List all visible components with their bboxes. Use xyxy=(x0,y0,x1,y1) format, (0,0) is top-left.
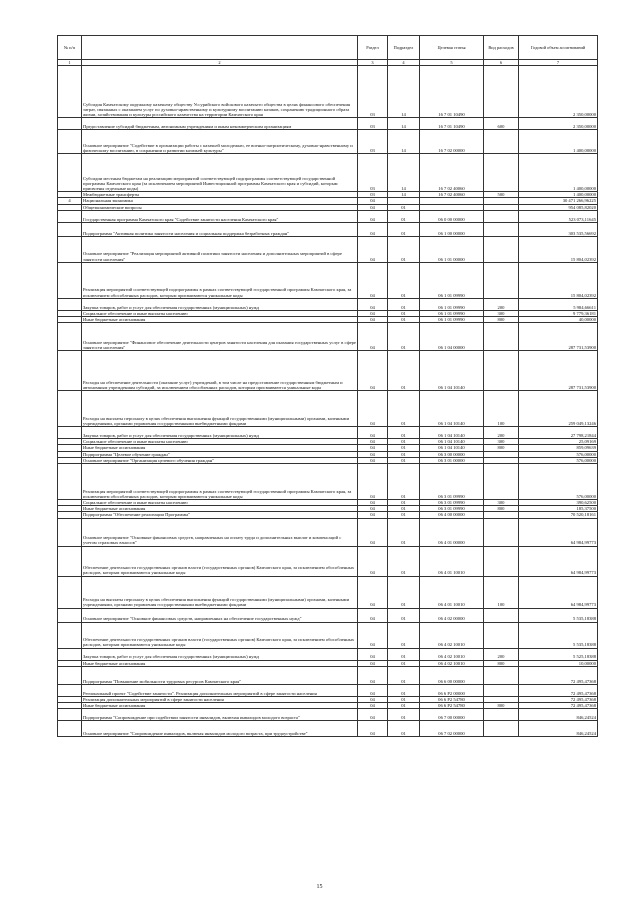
row-name: Социальное обеспечение и иные выплаты населению xyxy=(82,439,358,445)
row-target-code: 16 7 02 40060 xyxy=(420,192,484,198)
row-amount: 70 520,18161 xyxy=(519,512,598,518)
row-expense-type xyxy=(484,323,519,351)
row-podrazdel: 01 xyxy=(388,464,420,500)
row-razdel: 04 xyxy=(358,546,388,576)
header-vid: Вид расходов xyxy=(484,36,519,60)
row-target-code: 06 1 04 10140 xyxy=(420,445,484,451)
row-name: Основное мероприятие "Реализация мероприятий активной политики занятости населения и дополнительных мероприятий в сфере занятости населения" xyxy=(82,236,358,262)
row-number xyxy=(58,391,82,427)
row-razdel: 03 xyxy=(358,192,388,198)
row-razdel: 04 xyxy=(358,298,388,310)
row-name: Основное мероприятие "Финансовое обеспечение деятельности центров занятости населения для оказания государственных услуг в сфере занятости населения" xyxy=(82,323,358,351)
row-amount: 846,24524 xyxy=(519,709,598,721)
table-row xyxy=(58,709,598,721)
row-razdel: 04 xyxy=(358,317,388,323)
row-razdel: 04 xyxy=(358,204,388,210)
row-target-code: 06 1 04 10140 xyxy=(420,351,484,391)
row-number xyxy=(58,222,82,236)
row-podrazdel: 01 xyxy=(388,439,420,445)
row-target-code: 06 4 01 00000 xyxy=(420,518,484,546)
row-amount: 72 495,47368 xyxy=(519,696,598,702)
row-target-code: 06 4 02 00000 xyxy=(420,608,484,622)
row-razdel: 03 xyxy=(358,130,388,154)
row-target-code: 06 0 00 00000 xyxy=(420,210,484,222)
table-row xyxy=(58,622,598,648)
budget-table xyxy=(57,35,598,737)
row-expense-type: 800 xyxy=(484,317,519,323)
row-name: Основное мероприятие "Организация целевого обучения граждан" xyxy=(82,457,358,463)
table-row xyxy=(58,518,598,546)
table-row xyxy=(58,298,598,310)
row-number xyxy=(58,721,82,737)
page-number: 15 xyxy=(316,884,323,890)
row-name: Субсидии местным бюджетам на реализацию мероприятий соответствующей подпрограммы соответствующей государственной программы Камчатского края (за исключением мероприятий Инвестиционной программы Камчатского края и субсидий, которым присвоены отдельные коды) xyxy=(82,154,358,192)
table-row xyxy=(58,236,598,262)
row-podrazdel: 01 xyxy=(388,323,420,351)
row-number xyxy=(58,262,82,298)
row-razdel: 04 xyxy=(358,648,388,660)
table-row xyxy=(58,684,598,696)
row-podrazdel: 01 xyxy=(388,317,420,323)
row-number xyxy=(58,118,82,130)
row-podrazdel: 01 xyxy=(388,721,420,737)
row-expense-type xyxy=(484,262,519,298)
row-podrazdel: 01 xyxy=(388,457,420,463)
row-amount: 1 400,00000 xyxy=(519,154,598,192)
row-number xyxy=(58,464,82,500)
row-podrazdel: 14 xyxy=(388,130,420,154)
row-name: Социальное обеспечение и иные выплаты населению xyxy=(82,310,358,316)
row-expense-type xyxy=(484,66,519,118)
row-name: Закупка товаров, работ и услуг для обеспечения государственных (муниципальных) нужд xyxy=(82,427,358,439)
row-target-code: 06 4 01 10010 xyxy=(420,576,484,608)
row-expense-type: 300 xyxy=(484,310,519,316)
table-row xyxy=(58,721,598,737)
row-expense-type xyxy=(484,351,519,391)
row-amount: 9 779,36181 xyxy=(519,310,598,316)
row-podrazdel: 01 xyxy=(388,660,420,666)
row-amount: 30 471 266,96225 xyxy=(519,198,598,204)
row-name: Общеэкономические вопросы xyxy=(82,204,358,210)
row-amount: 64 984,99773 xyxy=(519,576,598,608)
row-name: Межбюджетные трансферты xyxy=(82,192,358,198)
row-target-code: 06 1 01 00000 xyxy=(420,236,484,262)
table-row xyxy=(58,210,598,222)
row-podrazdel: 01 xyxy=(388,222,420,236)
table-row xyxy=(58,666,598,684)
row-razdel: 04 xyxy=(358,660,388,666)
row-name: Подпрограмма "Активная политика занятости населения и социальная поддержка безработных граждан" xyxy=(82,222,358,236)
row-number xyxy=(58,66,82,118)
row-name: Основное мероприятие "Основные финансовых средств, направленных на оплату труда и дополнительных выплат и компенсаций с учетом страховых взносов" xyxy=(82,518,358,546)
row-podrazdel: 01 xyxy=(388,576,420,608)
row-amount: 40,00000 xyxy=(519,317,598,323)
row-target-code: 06 4 02 10010 xyxy=(420,648,484,660)
row-target-code: 06 6 P2 00000 xyxy=(420,684,484,696)
row-podrazdel: 01 xyxy=(388,210,420,222)
row-razdel: 04 xyxy=(358,622,388,648)
row-podrazdel: 01 xyxy=(388,298,420,310)
row-name: Иные бюджетные ассигнования xyxy=(82,703,358,709)
row-razdel: 04 xyxy=(358,518,388,546)
header-razdel: Раздел xyxy=(358,36,388,60)
row-amount: 10,00000 xyxy=(519,660,598,666)
row-number xyxy=(58,684,82,696)
row-amount: 25,09169 xyxy=(519,439,598,445)
table-row xyxy=(58,648,598,660)
table-row xyxy=(58,222,598,236)
row-razdel: 04 xyxy=(358,222,388,236)
row-target-code: 06 1 01 09990 xyxy=(420,310,484,316)
row-razdel: 04 xyxy=(358,684,388,696)
row-expense-type xyxy=(484,154,519,192)
row-target-code: 06 3 01 09990 xyxy=(420,506,484,512)
row-expense-type: 300 xyxy=(484,439,519,445)
column-number: 4 xyxy=(388,60,420,66)
table-row xyxy=(58,118,598,130)
table-row xyxy=(58,391,598,427)
row-target-code: 06 1 04 00000 xyxy=(420,323,484,351)
table-row xyxy=(58,351,598,391)
row-name: Подпрограмма "Сопровождение при содействии занятости инвалидов, включая инвалидов молодого возраста" xyxy=(82,709,358,721)
row-razdel: 04 xyxy=(358,500,388,506)
row-expense-type xyxy=(484,608,519,622)
row-target-code: 06 6 00 00000 xyxy=(420,666,484,684)
header-podrazdel: Подраздел xyxy=(388,36,420,60)
row-number xyxy=(58,576,82,608)
row-name: Основное мероприятие "Сопровождение инвалидов, включая инвалидов молодого возраста, при трудоустройстве" xyxy=(82,721,358,737)
column-number: 2 xyxy=(82,60,358,66)
row-podrazdel: 01 xyxy=(388,351,420,391)
row-razdel: 04 xyxy=(358,696,388,702)
row-expense-type: 800 xyxy=(484,703,519,709)
row-expense-type: 200 xyxy=(484,427,519,439)
row-number xyxy=(58,666,82,684)
row-name: Реализация мероприятий соответствующей подпрограммы в рамках соответствующей государственной программы Камчатского края, за исключением обособленных расходов, которым присваиваются уникальные коды xyxy=(82,262,358,298)
row-amount: 185,37500 xyxy=(519,506,598,512)
row-number xyxy=(58,648,82,660)
row-number xyxy=(58,130,82,154)
row-razdel: 04 xyxy=(358,506,388,512)
row-number xyxy=(58,622,82,648)
row-podrazdel: 01 xyxy=(388,696,420,702)
row-number xyxy=(58,298,82,310)
row-name: Закупка товаров, работ и услуг для обеспечения государственных (муниципальных) нужд xyxy=(82,298,358,310)
row-target-code: 06 4 02 10010 xyxy=(420,622,484,648)
row-razdel: 04 xyxy=(358,236,388,262)
row-expense-type: 300 xyxy=(484,500,519,506)
column-number: 7 xyxy=(519,60,598,66)
row-amount: 72 495,47368 xyxy=(519,703,598,709)
table-row xyxy=(58,464,598,500)
row-target-code: 16 7 02 40060 xyxy=(420,154,484,192)
row-expense-type xyxy=(484,222,519,236)
row-razdel: 04 xyxy=(358,464,388,500)
table-row xyxy=(58,262,598,298)
row-podrazdel: 01 xyxy=(388,709,420,721)
row-number xyxy=(58,351,82,391)
row-name: Региональный проект "Содействие занятости". Реализация дополнительных мероприятий в сфере занятости населения xyxy=(82,684,358,696)
row-podrazdel: 14 xyxy=(388,154,420,192)
row-podrazdel: 01 xyxy=(388,445,420,451)
row-amount: 390,62500 xyxy=(519,500,598,506)
row-podrazdel: 01 xyxy=(388,506,420,512)
row-podrazdel: 01 xyxy=(388,648,420,660)
row-podrazdel: 14 xyxy=(388,192,420,198)
table-row xyxy=(58,576,598,608)
row-podrazdel: 01 xyxy=(388,204,420,210)
row-podrazdel: 01 xyxy=(388,512,420,518)
row-amount: 287 731,53900 xyxy=(519,351,598,391)
row-target-code: 06 1 04 10140 xyxy=(420,439,484,445)
row-expense-type xyxy=(484,236,519,262)
row-podrazdel: 01 xyxy=(388,546,420,576)
row-target-code: 06 3 01 09990 xyxy=(420,464,484,500)
row-podrazdel: 01 xyxy=(388,236,420,262)
row-razdel: 03 xyxy=(358,154,388,192)
row-podrazdel: 01 xyxy=(388,310,420,316)
row-razdel: 04 xyxy=(358,721,388,737)
row-target-code: 16 7 01 10490 xyxy=(420,66,484,118)
row-target-code: 06 1 01 09990 xyxy=(420,298,484,310)
row-expense-type xyxy=(484,709,519,721)
table-row xyxy=(58,546,598,576)
row-name: Подпрограмма "Повышение мобильности трудовых ресурсов Камчатского края" xyxy=(82,666,358,684)
row-razdel: 04 xyxy=(358,451,388,457)
row-amount: 1 400,00000 xyxy=(519,130,598,154)
row-expense-type: 600 xyxy=(484,118,519,130)
row-name: Иные бюджетные ассигнования xyxy=(82,660,358,666)
row-expense-type xyxy=(484,622,519,648)
row-podrazdel: 01 xyxy=(388,622,420,648)
row-razdel: 04 xyxy=(358,210,388,222)
row-razdel: 04 xyxy=(358,439,388,445)
row-razdel: 04 xyxy=(358,427,388,439)
row-amount: 287 731,53900 xyxy=(519,323,598,351)
row-amount: 303 535,56692 xyxy=(519,222,598,236)
column-number: 3 xyxy=(358,60,388,66)
row-target-code: 06 1 01 09990 xyxy=(420,262,484,298)
row-number xyxy=(58,236,82,262)
row-podrazdel: 01 xyxy=(388,427,420,439)
header-amount: Годовой объем ассигнований xyxy=(519,36,598,60)
row-name: Иные бюджетные ассигнования xyxy=(82,445,358,451)
row-expense-type xyxy=(484,684,519,696)
row-number xyxy=(58,608,82,622)
row-podrazdel: 01 xyxy=(388,666,420,684)
row-target-code: 06 3 00 00000 xyxy=(420,451,484,457)
row-name: Основное мероприятие "Основное финансовых средств, направленных на обеспечение государственных нужд" xyxy=(82,608,358,622)
header-target: Целевая статья xyxy=(420,36,484,60)
row-podrazdel: 01 xyxy=(388,500,420,506)
row-target-code: 06 6 P2 54780 xyxy=(420,703,484,709)
row-amount: 5 535,18388 xyxy=(519,608,598,622)
header-name xyxy=(82,36,358,60)
row-razdel: 04 xyxy=(358,608,388,622)
row-razdel: 04 xyxy=(358,703,388,709)
row-expense-type xyxy=(484,464,519,500)
row-number xyxy=(58,154,82,192)
row-name: Основное мероприятие "Содействие в организации работы с казачьей молодежью, ее военно-патриотическому, духовно-нравственному и физическому воспитанию, в сохранении и развитии казачьей культуры" xyxy=(82,130,358,154)
row-expense-type: 800 xyxy=(484,660,519,666)
row-amount: 846,24524 xyxy=(519,721,598,737)
row-number xyxy=(58,709,82,721)
row-amount: 15 804,02392 xyxy=(519,236,598,262)
row-expense-type: 200 xyxy=(484,648,519,660)
row-amount: 72 495,47368 xyxy=(519,684,598,696)
row-number xyxy=(58,546,82,576)
row-podrazdel: 14 xyxy=(388,66,420,118)
row-name: Обеспечение деятельности государственных органов власти (государственных органов) Камчатского края, за исключением обособленных расходов, которым присваиваются уникальные коды xyxy=(82,622,358,648)
row-expense-type xyxy=(484,546,519,576)
table-row xyxy=(58,66,598,118)
row-amount: 576,00000 xyxy=(519,451,598,457)
row-razdel: 03 xyxy=(358,118,388,130)
row-target-code: 06 4 00 00000 xyxy=(420,512,484,518)
row-target-code: 06 7 02 00000 xyxy=(420,721,484,737)
row-number xyxy=(58,210,82,222)
row-razdel: 04 xyxy=(358,576,388,608)
row-amount: 2 350,00000 xyxy=(519,66,598,118)
table-row xyxy=(58,608,598,622)
row-amount: 15 804,02392 xyxy=(519,262,598,298)
row-razdel: 04 xyxy=(358,512,388,518)
row-number: 4 xyxy=(58,198,82,204)
row-target-code: 06 4 01 10010 xyxy=(420,546,484,576)
row-target-code: 06 1 04 10140 xyxy=(420,427,484,439)
row-expense-type xyxy=(484,721,519,737)
row-razdel: 04 xyxy=(358,709,388,721)
row-name: Государственная программа Камчатского края "Содействие занятости населения Камчатского края" xyxy=(82,210,358,222)
row-amount: 27 798,21844 xyxy=(519,427,598,439)
row-podrazdel: 01 xyxy=(388,518,420,546)
row-number xyxy=(58,323,82,351)
row-name: Расходы на обеспечение деятельности (оказание услуг) учреждений, в том числе на предоставление государственным бюджетным и автономным учреждениям субсидий, за исключением обособленных расходов, которым присваиваются уникальные коды xyxy=(82,351,358,391)
row-amount: 5 525,18388 xyxy=(519,648,598,660)
row-amount: 1 400,00000 xyxy=(519,192,598,198)
row-amount: 859,09639 xyxy=(519,445,598,451)
row-target-code: 06 6 P2 54780 xyxy=(420,696,484,702)
table-row xyxy=(58,427,598,439)
row-podrazdel: 01 xyxy=(388,451,420,457)
row-podrazdel: 14 xyxy=(388,118,420,130)
row-amount: 523 073,11645 xyxy=(519,210,598,222)
row-name: Иные бюджетные ассигнования xyxy=(82,506,358,512)
row-expense-type: 800 xyxy=(484,506,519,512)
row-razdel: 04 xyxy=(358,323,388,351)
table-header-row xyxy=(58,36,598,60)
row-name: Предоставление субсидий бюджетным, автономным учреждениям и иным некоммерческим организациям xyxy=(82,118,358,130)
row-expense-type: 800 xyxy=(484,445,519,451)
row-amount: 954 085,82020 xyxy=(519,204,598,210)
row-name: Иные бюджетные ассигнования xyxy=(82,317,358,323)
row-name: Подпрограмма "Обеспечение реализации Программы" xyxy=(82,512,358,518)
row-razdel: 04 xyxy=(358,198,388,204)
row-podrazdel: 01 xyxy=(388,703,420,709)
row-number xyxy=(58,518,82,546)
column-number: 1 xyxy=(58,60,82,66)
row-name: Расходы на выплаты персоналу в целях обеспечения выполнения функций государственными (муниципальными) органами, казенными учреждениями, органами управления государственными внебюджетными фондами xyxy=(82,576,358,608)
row-amount: 576,00000 xyxy=(519,457,598,463)
row-amount: 5 535,18388 xyxy=(519,622,598,648)
row-target-code: 06 3 01 00000 xyxy=(420,457,484,463)
row-amount: 72 495,47368 xyxy=(519,666,598,684)
row-target-code: 06 1 04 10140 xyxy=(420,391,484,427)
row-name: Закупка товаров, работ и услуг для обеспечения государственных (муниципальных) нужд xyxy=(82,648,358,660)
row-amount: 5 984,66611 xyxy=(519,298,598,310)
row-target-code: 06 3 01 09990 xyxy=(420,500,484,506)
row-amount: 64 984,99773 xyxy=(519,518,598,546)
row-razdel: 04 xyxy=(358,457,388,463)
table-row xyxy=(58,154,598,192)
row-target-code: 06 4 02 10010 xyxy=(420,660,484,666)
row-name: Подпрограмма "Целевое обучение граждан" xyxy=(82,451,358,457)
row-target-code: 16 7 01 10490 xyxy=(420,118,484,130)
row-name: Социальное обеспечение и иные выплаты населению xyxy=(82,500,358,506)
row-name: Реализация мероприятий соответствующей подпрограммы в рамках соответствующей государственной программы Камчатского края, за исключением обособленных расходов, которым присваиваются уникальные коды xyxy=(82,464,358,500)
row-name: Реализация дополнительных мероприятий в сфере занятости населения xyxy=(82,696,358,702)
row-expense-type: 100 xyxy=(484,391,519,427)
row-razdel: 04 xyxy=(358,351,388,391)
row-expense-type: 200 xyxy=(484,298,519,310)
row-razdel: 04 xyxy=(358,391,388,427)
row-name: Субсидия Камчатскому окружному казачьему обществу Уссурийского войскового казачьего общества в целях финансового обеспечения затрат, связанных с оказанием услуг по духовно-нравственному и культурному воспитанию казаков, сохранению традиционного образа жизни, хозяйствования и культуры российского казачества на территории Камчатского края xyxy=(82,66,358,118)
column-number: 6 xyxy=(484,60,519,66)
row-expense-type xyxy=(484,666,519,684)
column-number: 5 xyxy=(420,60,484,66)
row-name: Расходы на выплаты персоналу в целях обеспечения выполнения функций государственными (муниципальными) органами, казенными учреждениями, органами управления государственными внебюджетными фондами xyxy=(82,391,358,427)
row-podrazdel: 01 xyxy=(388,262,420,298)
row-target-code: 16 7 02 00000 xyxy=(420,130,484,154)
row-target-code: 06 7 00 00000 xyxy=(420,709,484,721)
row-podrazdel: 01 xyxy=(388,608,420,622)
header-num: № п/п xyxy=(58,36,82,60)
row-name: Национальная экономика xyxy=(82,198,358,204)
row-expense-type xyxy=(484,210,519,222)
row-expense-type: 500 xyxy=(484,192,519,198)
row-razdel: 04 xyxy=(358,445,388,451)
row-razdel: 04 xyxy=(358,262,388,298)
row-expense-type xyxy=(484,518,519,546)
row-name: Обеспечение деятельности государственных органов власти (государственных органов) Камчатского края, за исключением обособленных расходов, которым присваиваются уникальные коды xyxy=(82,546,358,576)
row-target-code: 06 1 01 09990 xyxy=(420,317,484,323)
row-expense-type xyxy=(484,130,519,154)
row-podrazdel: 01 xyxy=(388,391,420,427)
row-amount: 2 350,00000 xyxy=(519,118,598,130)
table-row xyxy=(58,130,598,154)
row-razdel: 04 xyxy=(358,666,388,684)
row-podrazdel: 01 xyxy=(388,684,420,696)
row-amount: 64 984,99773 xyxy=(519,546,598,576)
row-expense-type: 100 xyxy=(484,576,519,608)
row-razdel: 03 xyxy=(358,66,388,118)
row-target-code: 06 1 00 00000 xyxy=(420,222,484,236)
row-razdel: 04 xyxy=(358,310,388,316)
row-amount: 576,00000 xyxy=(519,464,598,500)
row-amount: 259 049,13246 xyxy=(519,391,598,427)
table-row xyxy=(58,323,598,351)
row-number xyxy=(58,427,82,439)
